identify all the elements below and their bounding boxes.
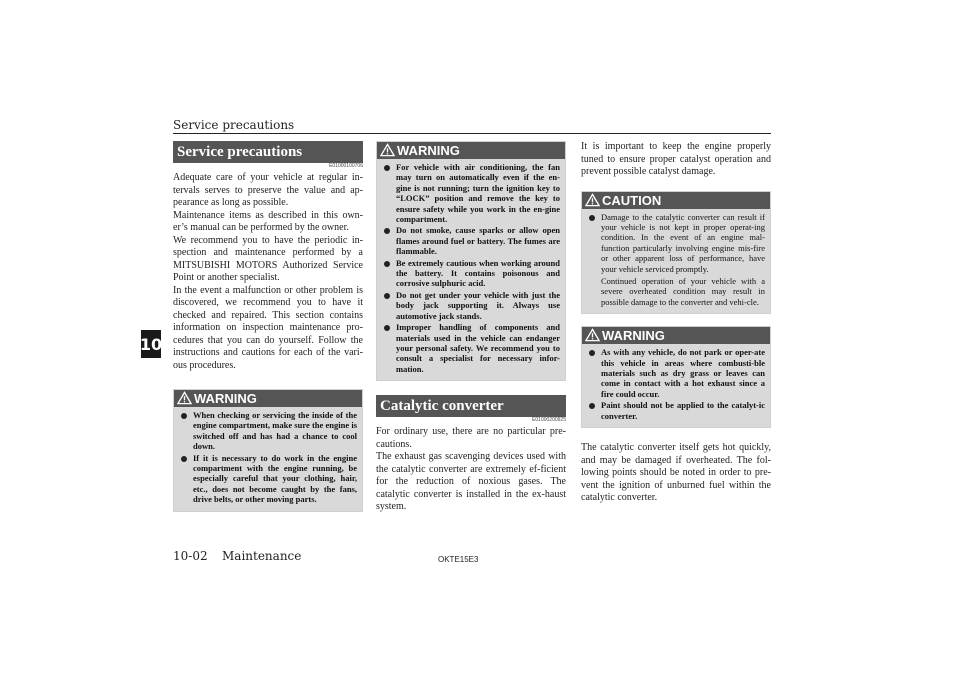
catalytic-paragraph: For ordinary use, there are no particular pre-cautions. xyxy=(376,426,566,450)
warning-header xyxy=(377,142,565,159)
warning-item-text: Paint should not be applied to the catalyt-ic converter. xyxy=(601,400,765,421)
caution-triangle-icon xyxy=(585,193,600,207)
page-number: 10-02 xyxy=(173,549,208,563)
warning-item xyxy=(179,453,357,505)
warning-item-text: If it is necessary to do work in the engine compartment with the engine running, be especially careful that your clothing, hair, etc., does not become caught by the fans, drive belts, or other moving parts. xyxy=(193,452,357,505)
warning-box-2 xyxy=(376,141,566,381)
footer-document-code: OKTE15E3 xyxy=(438,555,479,564)
warning-item xyxy=(587,347,765,399)
bullet-icon xyxy=(181,456,187,462)
warning-item-text: Do not get under your vehicle with just the body jack supporting it. Always use automotive jack stands. xyxy=(396,289,560,321)
service-paragraph: Adequate care of your vehicle at regular in-tervals serves to preserve the value and ap-pearance as long as possible. xyxy=(173,172,363,208)
warning-item-text: Improper handling of components and materials used in the vehicle can endanger your personal safety. We recommend you to consult a specialist for necessary infor-mation. xyxy=(396,322,560,374)
caution-box xyxy=(581,191,771,315)
bullet-icon xyxy=(384,293,390,299)
bullet-icon xyxy=(384,261,390,267)
bullet-icon xyxy=(589,350,595,356)
service-precautions-code: E01000100706 xyxy=(329,163,363,169)
bullet-icon xyxy=(384,165,390,171)
service-paragraph: We recommend you to have the periodic in-spection and maintenance performed by a MITSUBISHI MOTORS Authorized Service Point or another specialist. xyxy=(173,234,363,283)
warning-item-text: Be extremely cautious when working around the battery. It contains poisonous and corrosive sulphuric acid. xyxy=(396,257,560,289)
warning-item xyxy=(179,410,357,452)
column-1 xyxy=(173,141,363,512)
warning-title: WARNING xyxy=(397,143,460,158)
warning-item xyxy=(382,290,560,321)
bullet-icon xyxy=(589,403,595,409)
warning-item xyxy=(382,258,560,289)
warning-item xyxy=(587,400,765,421)
warning-box-3 xyxy=(581,326,771,428)
caution-item xyxy=(587,212,765,308)
caution-item-text: Damage to the catalytic converter can result if your vehicle is not kept in proper operat-ing condition. In the event of an engine mal-function particularly involving engine mis-fire or other apparent loss of performance, have your vehicle serviced promptly. xyxy=(601,211,765,274)
warning-item xyxy=(382,322,560,374)
service-paragraph: Maintenance items as described in this own-er’s manual can be performed by the owner. xyxy=(173,209,363,233)
caution-title: CAUTION xyxy=(602,192,662,208)
running-header: Service precautions xyxy=(173,118,295,132)
bullet-icon xyxy=(384,325,390,331)
bullet-icon xyxy=(181,413,187,419)
bullet-icon xyxy=(589,215,595,221)
intro-paragraph: It is important to keep the engine properly tuned to ensure proper catalyst operation and prevent possible catalyst damage. xyxy=(581,141,771,177)
service-precautions-heading: Service precautions xyxy=(173,141,363,163)
warning-item-text: When checking or servicing the inside of the engine compartment, make sure the engine is switched off and has had a chance to cool down. xyxy=(193,410,357,452)
warning-box-1 xyxy=(173,389,363,512)
warning-triangle-icon xyxy=(177,391,192,405)
caution-continuation-text: Continued operation of your vehicle with a severe overheated condition may result in possible damage to the converter and vehi-cle. xyxy=(601,275,765,307)
catalytic-paragraph: The exhaust gas scavenging devices used with the catalytic converter are extremely ef-ficient for the reduction of noxious gases. The catalytic converter is installed in the ex-haust system. xyxy=(376,451,566,513)
footer-section-name: Maintenance xyxy=(222,549,302,563)
warning-item xyxy=(382,162,560,224)
bullet-icon xyxy=(384,228,390,234)
column-3 xyxy=(581,141,771,505)
chapter-tab: 10 xyxy=(141,330,161,358)
warning-header xyxy=(174,390,362,407)
column-2 xyxy=(376,141,566,514)
outro-paragraph: The catalytic converter itself gets hot quickly, and may be damaged if overheated. The fol-lowing points should be noted in order to pre-vent the ignition of unburned fuel within the catalytic converter. xyxy=(581,442,771,503)
warning-item-text: Do not smoke, cause sparks or allow open flames around fuel or battery. The fumes are flammable. xyxy=(396,225,560,257)
warning-header xyxy=(582,327,770,344)
warning-title: WARNING xyxy=(602,328,665,344)
caution-header xyxy=(582,192,770,209)
warning-title: WARNING xyxy=(194,391,257,406)
warning-item-text: For vehicle with air conditioning, the fan may turn on automatically even if the en-gine is not running; turn the ignition key to “LOCK” position and remove the key to ensure safety while you work in the en-gine compartment. xyxy=(396,162,560,225)
warning-item-text: As with any vehicle, do not park or oper-ate this vehicle in areas where combusti-ble materials such as dry grass or leaves can come in contact with a hot exhaust since a fire could occur. xyxy=(601,347,765,399)
warning-item xyxy=(382,225,560,256)
header-rule xyxy=(173,133,771,134)
service-paragraph: In the event a malfunction or other problem is discovered, we recommend you to have it checked and repaired. This section contains information on inspection maintenance pro-cedures that you can do yourself. Follow the instructions and cautions for each of the vari-ous procedures. xyxy=(173,284,363,371)
warning-triangle-icon xyxy=(380,143,395,157)
catalytic-converter-code: E01000200925 xyxy=(532,417,566,424)
catalytic-converter-heading: Catalytic converter xyxy=(376,395,566,417)
warning-triangle-icon xyxy=(585,328,600,342)
